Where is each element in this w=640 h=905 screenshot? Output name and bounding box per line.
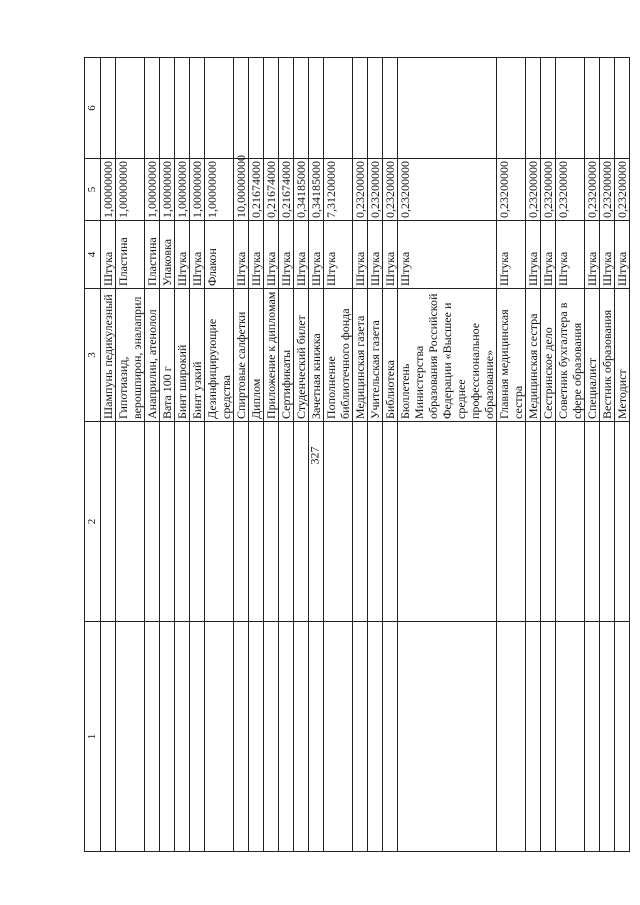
first-column-cell <box>353 622 368 852</box>
unit-cell: Штука <box>101 221 116 289</box>
item-name-cell: Шампунь педикулезный <box>101 289 116 422</box>
quantity-cell: 0,23200000 <box>353 159 368 221</box>
second-column-cell <box>497 422 526 622</box>
notes-cell <box>526 58 541 159</box>
table-row <box>600 58 615 852</box>
quantity-cell: 1,00000000 <box>116 159 145 221</box>
item-name-cell: Медицинская сестра <box>526 289 541 422</box>
unit-cell: Упаковка <box>160 221 175 289</box>
item-name-cell: Зачетная книжка <box>309 289 324 422</box>
item-name-cell: Бинт узкий <box>190 289 205 422</box>
unit-cell: Штука <box>556 221 585 289</box>
second-column-cell <box>249 422 264 622</box>
quantity-cell: 0,23200000 <box>600 159 615 221</box>
table-row <box>160 58 175 852</box>
notes-cell <box>497 58 526 159</box>
first-column-cell <box>615 622 630 852</box>
quantity-cell: 1,00000000 <box>190 159 205 221</box>
notes-cell <box>615 58 630 159</box>
table-row <box>190 58 205 852</box>
second-column-cell <box>556 422 585 622</box>
page-number: 327 <box>307 446 322 465</box>
item-name-cell: Студенческий билет <box>294 289 309 422</box>
column-header-1: 1 <box>85 622 101 852</box>
notes-cell <box>175 58 190 159</box>
item-name-cell: Гипотиазид, верошпирон, эналаприл <box>116 289 145 422</box>
table-row <box>353 58 368 852</box>
notes-cell <box>600 58 615 159</box>
first-column-cell <box>264 622 279 852</box>
unit-cell: Штука <box>279 221 294 289</box>
first-column-cell <box>101 622 116 852</box>
first-column-cell <box>160 622 175 852</box>
unit-cell: Штука <box>309 221 324 289</box>
notes-cell <box>541 58 556 159</box>
second-column-cell <box>541 422 556 622</box>
table-row <box>309 58 324 852</box>
table-row <box>541 58 556 852</box>
quantity-cell: 0,21674000 <box>264 159 279 221</box>
table-row <box>585 58 600 852</box>
notes-cell <box>234 58 249 159</box>
quantity-cell: 1,00000000 <box>145 159 160 221</box>
first-column-cell <box>497 622 526 852</box>
unit-cell: Штука <box>249 221 264 289</box>
quantity-cell: 10,00000000 <box>234 159 249 221</box>
quantity-cell: 0,23200000 <box>556 159 585 221</box>
table-row <box>383 58 398 852</box>
second-column-cell <box>279 422 294 622</box>
second-column-cell <box>160 422 175 622</box>
table-row <box>615 58 630 852</box>
item-name-cell: Бюллетень Министерства образования Российской Федерации «Высшее и среднее профессиональное образование» <box>398 289 497 422</box>
quantity-cell: 7,31200000 <box>324 159 353 221</box>
item-name-cell: Диплом <box>249 289 264 422</box>
table-row <box>294 58 309 852</box>
first-column-cell <box>234 622 249 852</box>
notes-cell <box>101 58 116 159</box>
quantity-cell: 1,00000000 <box>175 159 190 221</box>
first-column-cell <box>324 622 353 852</box>
notes-cell <box>205 58 234 159</box>
item-name-cell: Главная медицинская сестра <box>497 289 526 422</box>
item-name-cell: Спиртовые салфетки <box>234 289 249 422</box>
unit-cell: Штука <box>234 221 249 289</box>
quantity-cell: 0,23200000 <box>383 159 398 221</box>
first-column-cell <box>249 622 264 852</box>
quantity-cell: 0,34185000 <box>309 159 324 221</box>
first-column-cell <box>279 622 294 852</box>
notes-cell <box>190 58 205 159</box>
second-column-cell <box>294 422 309 622</box>
table-row <box>368 58 383 852</box>
second-column-cell <box>383 422 398 622</box>
first-column-cell <box>600 622 615 852</box>
quantity-cell: 0,23200000 <box>526 159 541 221</box>
notes-cell <box>264 58 279 159</box>
unit-cell: Штука <box>368 221 383 289</box>
item-name-cell: Бинт широкий <box>175 289 190 422</box>
quantity-cell: 1,00000000 <box>101 159 116 221</box>
notes-cell <box>585 58 600 159</box>
column-header-6: 6 <box>85 58 101 159</box>
unit-cell: Штука <box>190 221 205 289</box>
table-row <box>324 58 353 852</box>
table-row <box>526 58 541 852</box>
notes-cell <box>294 58 309 159</box>
unit-cell: Штука <box>585 221 600 289</box>
item-name-cell: Вестник образования <box>600 289 615 422</box>
unit-cell: Штука <box>541 221 556 289</box>
quantity-cell: 0,23200000 <box>368 159 383 221</box>
notes-cell <box>249 58 264 159</box>
first-column-cell <box>309 622 324 852</box>
table-header-row <box>85 58 101 852</box>
table-row <box>205 58 234 852</box>
second-column-cell <box>234 422 249 622</box>
notes-cell <box>145 58 160 159</box>
table-row <box>264 58 279 852</box>
notes-cell <box>368 58 383 159</box>
item-name-cell: Библиотека <box>383 289 398 422</box>
table-row <box>116 58 145 852</box>
notes-cell <box>116 58 145 159</box>
quantity-cell: 0,21674000 <box>249 159 264 221</box>
second-column-cell <box>175 422 190 622</box>
first-column-cell <box>368 622 383 852</box>
unit-cell: Штука <box>324 221 353 289</box>
document-table-container <box>84 58 629 852</box>
item-name-cell: Методист <box>615 289 630 422</box>
first-column-cell <box>294 622 309 852</box>
item-name-cell: Приложение к дипломам <box>264 289 279 422</box>
unit-cell: Пластина <box>116 221 145 289</box>
unit-cell: Флакон <box>205 221 234 289</box>
first-column-cell <box>526 622 541 852</box>
second-column-cell <box>324 422 353 622</box>
notes-cell <box>279 58 294 159</box>
item-name-cell: Сестринское дело <box>541 289 556 422</box>
item-name-cell: Советник бухгалтера в сфере образования <box>556 289 585 422</box>
item-name-cell: Вата 100 г <box>160 289 175 422</box>
column-header-2: 2 <box>85 422 101 622</box>
first-column-cell <box>556 622 585 852</box>
notes-cell <box>556 58 585 159</box>
notes-cell <box>309 58 324 159</box>
quantity-cell: 0,23200000 <box>541 159 556 221</box>
notes-cell <box>160 58 175 159</box>
first-column-cell <box>190 622 205 852</box>
table-row <box>249 58 264 852</box>
unit-cell: Штука <box>264 221 279 289</box>
notes-cell <box>353 58 368 159</box>
item-name-cell: Пополнение библиотечного фонда <box>324 289 353 422</box>
second-column-cell <box>116 422 145 622</box>
second-column-cell <box>309 422 324 622</box>
table-row <box>398 58 497 852</box>
item-name-cell: Медицинская газета <box>353 289 368 422</box>
unit-cell: Штука <box>353 221 368 289</box>
second-column-cell <box>145 422 160 622</box>
first-column-cell <box>205 622 234 852</box>
column-header-5: 5 <box>85 159 101 221</box>
unit-cell: Штука <box>294 221 309 289</box>
second-column-cell <box>205 422 234 622</box>
materials-table <box>84 57 630 852</box>
table-row <box>101 58 116 852</box>
notes-cell <box>383 58 398 159</box>
quantity-cell: 1,00000000 <box>160 159 175 221</box>
second-column-cell <box>353 422 368 622</box>
item-name-cell: Анаприлин, атенолол <box>145 289 160 422</box>
unit-cell: Штука <box>600 221 615 289</box>
quantity-cell: 0,34185000 <box>294 159 309 221</box>
second-column-cell <box>101 422 116 622</box>
first-column-cell <box>145 622 160 852</box>
table-row <box>556 58 585 852</box>
second-column-cell <box>585 422 600 622</box>
first-column-cell <box>175 622 190 852</box>
table-body <box>101 58 630 852</box>
table-row <box>497 58 526 852</box>
quantity-cell: 0,23200000 <box>398 159 497 221</box>
column-header-3: 3 <box>85 289 101 422</box>
second-column-cell <box>398 422 497 622</box>
unit-cell: Штука <box>398 221 497 289</box>
quantity-cell: 0,23200000 <box>497 159 526 221</box>
quantity-cell: 0,21674000 <box>279 159 294 221</box>
first-column-cell <box>541 622 556 852</box>
table-row <box>145 58 160 852</box>
table-row <box>279 58 294 852</box>
unit-cell: Штука <box>383 221 398 289</box>
unit-cell: Штука <box>497 221 526 289</box>
second-column-cell <box>526 422 541 622</box>
unit-cell: Пластина <box>145 221 160 289</box>
unit-cell: Штука <box>526 221 541 289</box>
unit-cell: Штука <box>175 221 190 289</box>
first-column-cell <box>383 622 398 852</box>
first-column-cell <box>116 622 145 852</box>
first-column-cell <box>398 622 497 852</box>
first-column-cell <box>585 622 600 852</box>
notes-cell <box>324 58 353 159</box>
item-name-cell: Дезинфицирующие средства <box>205 289 234 422</box>
second-column-cell <box>368 422 383 622</box>
item-name-cell: Специалист <box>585 289 600 422</box>
column-header-4: 4 <box>85 221 101 289</box>
unit-cell: Штука <box>615 221 630 289</box>
second-column-cell <box>615 422 630 622</box>
second-column-cell <box>190 422 205 622</box>
quantity-cell: 0,23200000 <box>615 159 630 221</box>
item-name-cell: Учительская газета <box>368 289 383 422</box>
item-name-cell: Сертификаты <box>279 289 294 422</box>
table-row <box>175 58 190 852</box>
quantity-cell: 0,23200000 <box>585 159 600 221</box>
table-row <box>234 58 249 852</box>
second-column-cell <box>600 422 615 622</box>
notes-cell <box>398 58 497 159</box>
quantity-cell: 1,00000000 <box>205 159 234 221</box>
second-column-cell <box>264 422 279 622</box>
